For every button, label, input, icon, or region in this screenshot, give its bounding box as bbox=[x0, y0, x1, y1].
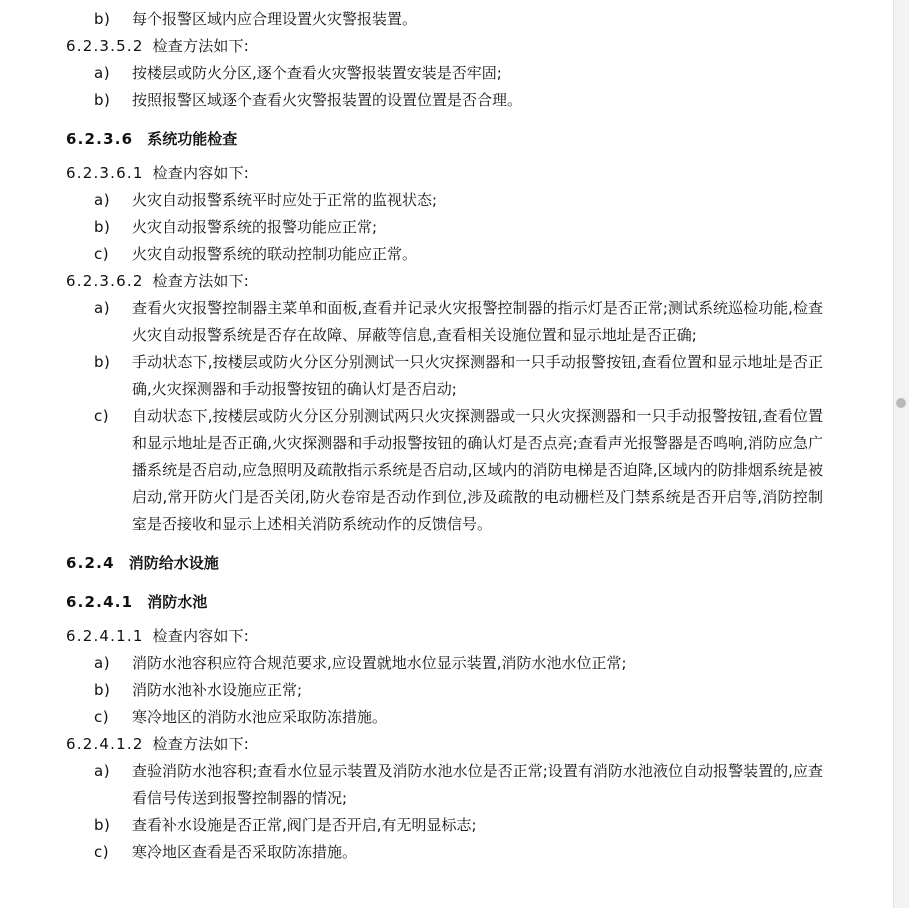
list-item-label: b) bbox=[94, 218, 111, 236]
list-item-label: a) bbox=[94, 654, 111, 672]
list-item bbox=[94, 758, 823, 812]
list-item-text: 查验消防水池容积;查看水位显示装置及消防水池水位是否正常;设置有消防水池液位自动报警装置的,应查看信号传送到报警控制器的情况; bbox=[132, 762, 823, 807]
list-item-text: 消防水池补水设施应正常; bbox=[132, 681, 303, 699]
clause-6-2-3-5-2 bbox=[66, 33, 823, 60]
clause-6-2-4-1-1 bbox=[66, 623, 823, 650]
list-item bbox=[94, 704, 823, 731]
list-item-label: b) bbox=[94, 353, 111, 371]
list-item-label: a) bbox=[94, 299, 111, 317]
list-item-text: 火灾自动报警系统平时应处于正常的监视状态; bbox=[132, 191, 438, 209]
list-item-text: 每个报警区域内应合理设置火灾警报装置。 bbox=[132, 10, 418, 28]
list-item bbox=[94, 295, 823, 349]
clause-6-2-4-1-2 bbox=[66, 731, 823, 758]
clause-number: 6.2.3.6.1 bbox=[66, 164, 144, 182]
clause-number: 6.2.3.6.2 bbox=[66, 272, 144, 290]
clause-text: 检查方法如下: bbox=[152, 735, 250, 753]
list-item bbox=[94, 60, 823, 87]
list-item bbox=[94, 403, 823, 538]
list-item-label: c) bbox=[94, 407, 110, 425]
list-item bbox=[94, 241, 823, 268]
clause-6-2-3-6-2 bbox=[66, 268, 823, 295]
heading-number: 6.2.4 bbox=[66, 554, 115, 572]
list-item-text: 火灾自动报警系统的报警功能应正常; bbox=[132, 218, 378, 236]
heading-number: 6.2.4.1 bbox=[66, 593, 134, 611]
list-item-label: c) bbox=[94, 843, 110, 861]
list-item-text: 查看火灾报警控制器主菜单和面板,查看并记录火灾报警控制器的指示灯是否正常;测试系统巡检功能,检查火灾自动报警系统是否存在故障、屏蔽等信息,查看相关设施位置和显示地址是否正确; bbox=[132, 299, 823, 344]
list-item-text: 按楼层或防火分区,逐个查看火灾警报装置安装是否牢固; bbox=[132, 64, 502, 82]
list-item-text: 火灾自动报警系统的联动控制功能应正常。 bbox=[132, 245, 418, 263]
list-item-text: 按照报警区域逐个查看火灾警报装置的设置位置是否合理。 bbox=[132, 91, 523, 109]
clause-number: 6.2.4.1.1 bbox=[66, 627, 144, 645]
list-item-text: 寒冷地区查看是否采取防冻措施。 bbox=[132, 843, 358, 861]
list-item bbox=[94, 839, 823, 866]
list-item bbox=[94, 650, 823, 677]
clause-6-2-3-6-1 bbox=[66, 160, 823, 187]
clause-text: 检查内容如下: bbox=[152, 164, 250, 182]
list-item bbox=[94, 214, 823, 241]
clause-number: 6.2.3.5.2 bbox=[66, 37, 144, 55]
heading-text: 消防给水设施 bbox=[128, 554, 219, 572]
list-item-label: b) bbox=[94, 681, 111, 699]
list-item-label: a) bbox=[94, 64, 111, 82]
list-item-text: 消防水池容积应符合规范要求,应设置就地水位显示装置,消防水池水位正常; bbox=[132, 654, 627, 672]
heading-6-2-4-1 bbox=[66, 589, 823, 616]
list-item-label: b) bbox=[94, 91, 111, 109]
clause-text: 检查方法如下: bbox=[152, 37, 250, 55]
list-item-text: 查看补水设施是否正常,阀门是否开启,有无明显标志; bbox=[132, 816, 477, 834]
clause-text: 检查内容如下: bbox=[152, 627, 250, 645]
list-item bbox=[94, 187, 823, 214]
heading-6-2-3-6 bbox=[66, 126, 823, 153]
list-item-label: b) bbox=[94, 10, 111, 28]
list-item-text: 手动状态下,按楼层或防火分区分别测试一只火灾探测器和一只手动报警按钮,查看位置和显示地址是否正确,火灾探测器和手动报警按钮的确认灯是否启动; bbox=[132, 353, 823, 398]
heading-text: 系统功能检查 bbox=[147, 130, 238, 148]
vertical-scrollbar[interactable] bbox=[893, 0, 909, 908]
list-item-text: 寒冷地区的消防水池应采取防冻措施。 bbox=[132, 708, 388, 726]
clause-text: 检查方法如下: bbox=[152, 272, 250, 290]
list-item bbox=[94, 349, 823, 403]
heading-6-2-4 bbox=[66, 550, 823, 577]
list-item-label: a) bbox=[94, 191, 111, 209]
list-item-label: b) bbox=[94, 816, 111, 834]
list-item-label: a) bbox=[94, 762, 111, 780]
list-item bbox=[94, 677, 823, 704]
list-item-text: 自动状态下,按楼层或防火分区分别测试两只火灾探测器或一只火灾探测器和一只手动报警按钮,查看位置和显示地址是否正确,火灾探测器和手动报警按钮的确认灯是否点亮;查看声光报警器是否鸣响,消防应急广播系统是否启动,应急照明及疏散指示系统是否启动,区域内的消防电梯是否迫降,区域内的防排烟系统是被启动,常开防火门是否关闭,防火卷帘是否动作到位,涉及疏散的电动栅栏及门禁系统是否开启等,消防控制室是否接收和显示上述相关消防系统动作的反馈信号。 bbox=[132, 407, 823, 533]
heading-number: 6.2.3.6 bbox=[66, 130, 134, 148]
clause-number: 6.2.4.1.2 bbox=[66, 735, 144, 753]
list-item bbox=[94, 6, 823, 33]
list-item-label: c) bbox=[94, 708, 110, 726]
list-item bbox=[94, 87, 823, 114]
list-item-label: c) bbox=[94, 245, 110, 263]
heading-text: 消防水池 bbox=[147, 593, 208, 611]
list-item bbox=[94, 812, 823, 839]
vertical-scroll-thumb[interactable] bbox=[896, 398, 906, 408]
